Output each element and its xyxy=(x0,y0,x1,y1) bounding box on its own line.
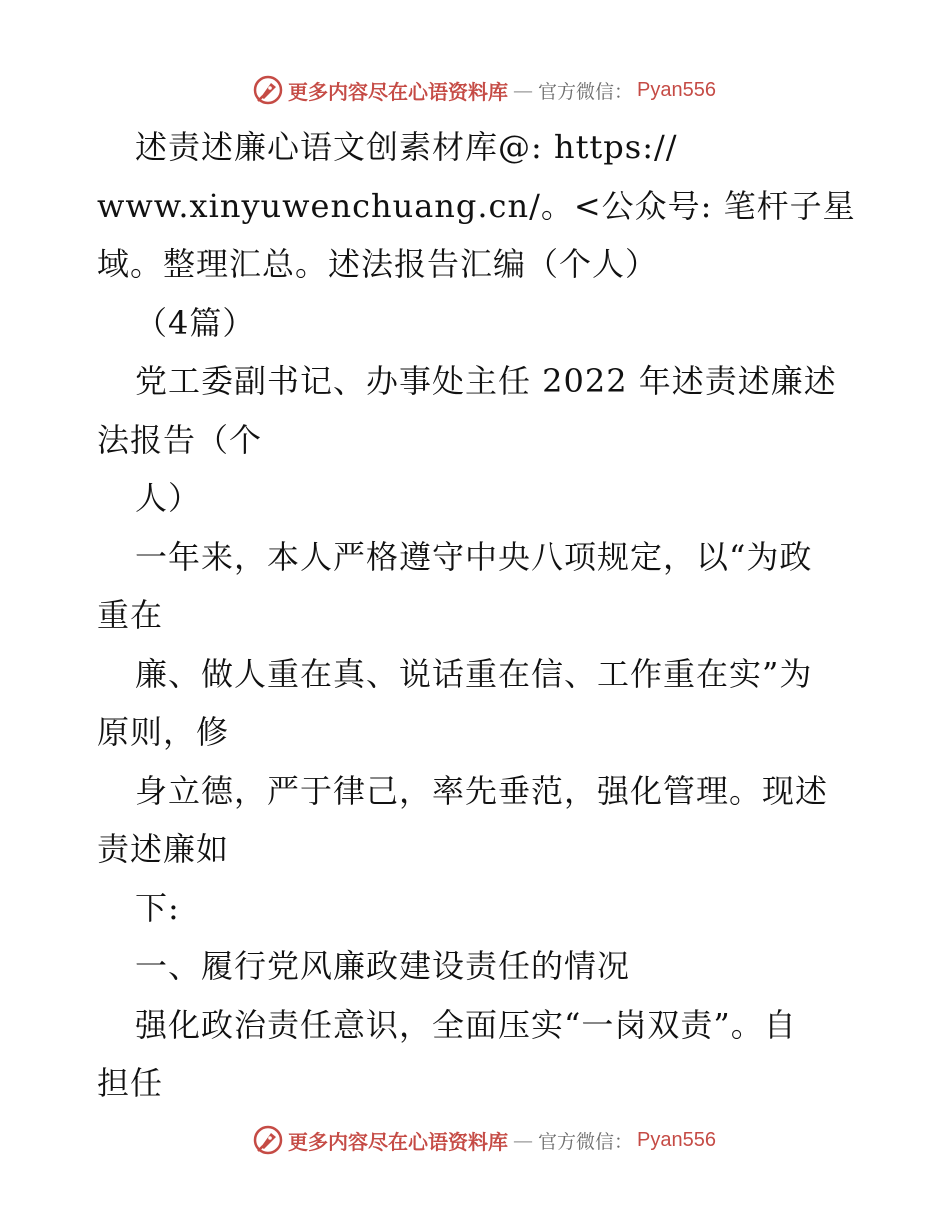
pen-nib-logo-icon xyxy=(252,1124,284,1156)
paragraph-line: 担任 xyxy=(97,1064,164,1102)
document-body xyxy=(97,118,857,1113)
paragraph-line: 原则，修 xyxy=(97,713,230,751)
paragraph-line: 廉、做人重在真、说话重在信、工作重在实”为 xyxy=(135,654,813,693)
text-line: 域。整理汇总。述法报告汇编（个人） xyxy=(97,245,659,283)
section-heading: 一、履行党风廉政建设责任的情况 xyxy=(135,947,631,985)
paragraph-line: 重在 xyxy=(97,596,164,634)
section-title: 党工委副书记、办事处主任 2022 年述责述廉述 xyxy=(135,362,837,400)
paragraph-line: 责述廉如 xyxy=(97,830,230,868)
paragraph-line: 强化政治责任意识，全面压实“一岗双责”。自 xyxy=(135,1005,797,1044)
banner-content xyxy=(252,1124,716,1156)
footer-banner xyxy=(0,1120,950,1160)
banner-separator: — xyxy=(513,1128,533,1152)
text-line: 人） xyxy=(135,479,202,517)
text-line: www.xinyuwenchuang.cn/。<公众号: 笔杆子星 xyxy=(97,186,856,225)
paragraph-line: 身立德，严于律己，率先垂范，强化管理。现述 xyxy=(135,771,829,810)
wechat-label: 官方微信： xyxy=(538,80,634,103)
text-line: 法报告（个 xyxy=(97,420,263,459)
paragraph-line: 下: xyxy=(135,888,180,927)
site-name: 更多内容尽在心语资料库 xyxy=(288,79,508,104)
text-line: 述责述廉心语文创素材库@: https:// xyxy=(135,128,678,166)
pen-nib-logo-icon xyxy=(252,74,284,106)
text-line: （4篇） xyxy=(135,303,256,342)
banner-separator: — xyxy=(513,78,533,102)
paragraph-line: 一年来，本人严格遵守中央八项规定，以“为政 xyxy=(135,537,813,576)
wechat-id: Pyan556 xyxy=(637,1128,716,1151)
wechat-id: Pyan556 xyxy=(637,78,716,101)
banner-content xyxy=(252,74,716,106)
wechat-label: 官方微信： xyxy=(538,1130,634,1153)
header-banner xyxy=(0,70,950,110)
site-name: 更多内容尽在心语资料库 xyxy=(288,1129,508,1154)
